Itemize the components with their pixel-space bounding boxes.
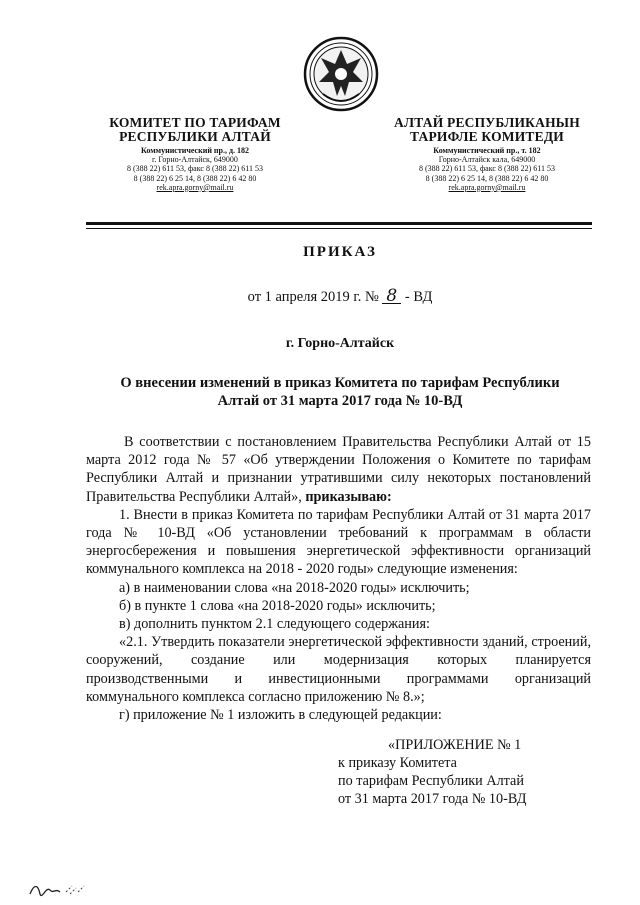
order-subject [100,374,580,410]
appendix-line4: от 31 марта 2017 года № 10-ВД [338,791,527,807]
item-b-paragraph: б) в пункте 1 слова «на 2018-2020 годы» исключить; [119,597,436,614]
phone-line2: 8 (388 22) 6 25 14, 8 (388 22) 6 42 80 [133,173,257,183]
subject-line1: О внесении изменений в приказ Комитета по тарифам Республики [120,375,560,391]
document-title: ПРИКАЗ [303,244,377,260]
coat-of-arms-emblem [303,34,379,114]
appendix-line3: по тарифам Республики Алтай [338,773,524,789]
preamble-text: В соответствии с постановлением Правительства Республики Алтай от 15 марта 2012 года № 57 «Об утверждении Положения о Комитете по тарифам Республики Алтай и признании утратившими силу некоторых постановлений Правительства Республики Алтай», [86,434,591,505]
order-verb: приказываю: [305,488,392,505]
city-name: г. Горно-Алтайск [285,336,395,351]
item-d-paragraph: г) приложение № 1 изложить в следующей редакции: [119,707,442,724]
phone-line2: 8 (388 22) 6 25 14, 8 (388 22) 6 42 80 [425,173,549,183]
preamble-paragraph [86,433,591,506]
letterhead-right [372,116,602,192]
item-c-paragraph: в) дополнить пунктом 2.1 следующего содержания: [119,616,430,633]
org-name-line2: РЕСПУБЛИКИ АЛТАЙ [119,129,271,144]
item-a-paragraph: а) в наименовании слова «на 2018-2020 годы» исключить; [119,579,470,596]
appendix-line2: к приказу Комитета [338,755,457,771]
letterhead-divider-thick [86,222,592,225]
letterhead-left [80,116,310,192]
phone-line1: 8 (388 22) 611 53, факс 8 (388 22) 611 53 [418,164,556,174]
email-link[interactable]: rek.apra.gorny@mail.ru [448,182,526,192]
org-name-line2: ТАРИФЛЕ КОМИТЕДИ [409,129,565,144]
order-date-number [0,286,640,306]
email-link[interactable]: rek.apra.gorny@mail.ru [156,182,234,192]
order-body [86,433,591,724]
address-line2: Горно-Алтайск кала, 649000 [438,155,536,165]
org-name-line1: АЛТАЙ РЕСПУБЛИКАНЫН [394,115,580,130]
order-date: от 1 апреля 2019 г. № [247,289,379,305]
appendix-header [338,736,526,808]
handwritten-mark-icon [28,880,98,902]
item-2-1-paragraph: «2.1. Утвердить показатели энергетической эффективности зданий, строений, сооружений, создание или модернизация которых планируется производственными и инвестиционными программами организаций коммунального комплекса согласно приложению № 8.»; [86,634,591,705]
order-suffix: - ВД [404,289,433,305]
address-line1: Коммунистический пр., т. 182 [433,146,541,155]
letterhead-divider-thin [86,228,592,229]
address-line2: г. Горно-Алтайск, 649000 [152,155,238,165]
item-1-paragraph: 1. Внести в приказ Комитета по тарифам Республики Алтай от 31 марта 2017 года № 10-ВД «Об установлении требований к программам в области энергосбережения и повышения энергетической эффективности организаций коммунального комплекса на 2018 - 2020 годы» следующие изменения: [86,506,591,578]
subject-line2: Алтай от 31 марта 2017 года № 10-ВД [217,393,463,409]
org-name-line1: КОМИТЕТ ПО ТАРИФАМ [109,115,281,130]
address-line1: Коммунистический пр., д. 182 [140,146,250,155]
appendix-line1: «ПРИЛОЖЕНИЕ № 1 [388,737,522,753]
order-number-handwritten: 8 [382,289,401,304]
phone-line1: 8 (388 22) 611 53, факс 8 (388 22) 611 53 [126,164,264,174]
